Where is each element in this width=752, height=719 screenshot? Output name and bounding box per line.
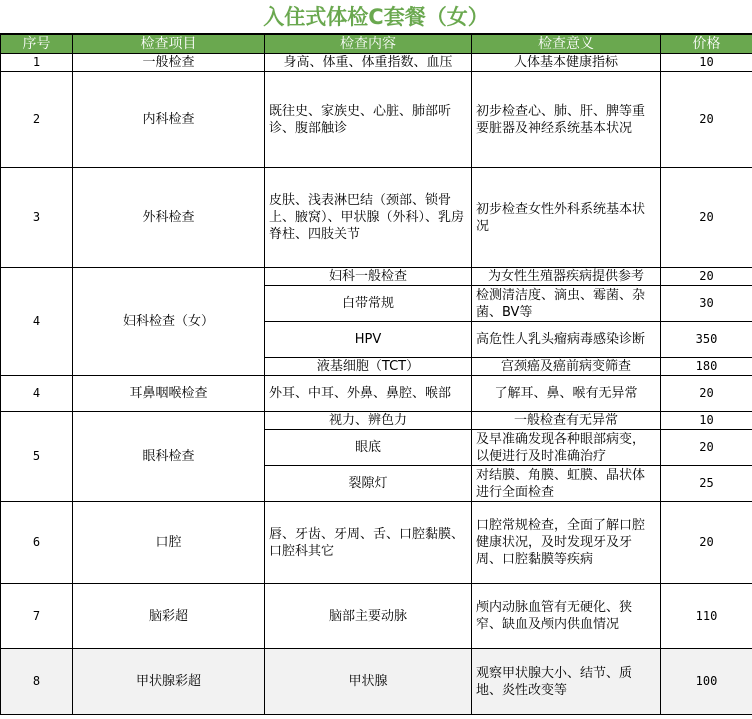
row-no: 4 — [1, 376, 73, 412]
row-content: 既往史、家族史、心脏、肺部听诊、腹部触诊 — [265, 72, 472, 168]
row-no: 3 — [1, 168, 73, 268]
row-price: 20 — [661, 72, 752, 168]
row-item: 口腔 — [73, 502, 265, 584]
header-item: 检查项目 — [73, 35, 265, 54]
row-content: 妇科一般检查 — [265, 268, 472, 286]
row-content: 裂隙灯 — [265, 466, 472, 502]
header-content: 检查内容 — [265, 35, 472, 54]
row-price: 30 — [661, 286, 752, 322]
table-header-row — [1, 35, 752, 54]
row-price: 10 — [661, 54, 752, 72]
table-row — [1, 584, 752, 649]
row-meaning: 检测清洁度、滴虫、霉菌、杂菌、BV等 — [472, 286, 661, 322]
row-item: 耳鼻咽喉检查 — [73, 376, 265, 412]
row-content: 外耳、中耳、外鼻、鼻腔、喉部 — [265, 376, 472, 412]
row-content: 脑部主要动脉 — [265, 584, 472, 649]
table-row — [1, 72, 752, 168]
row-no: 8 — [1, 649, 73, 715]
row-meaning: 初步检查心、肺、肝、脾等重要脏器及神经系统基本状况 — [472, 72, 661, 168]
table-row — [1, 502, 752, 584]
row-no: 7 — [1, 584, 73, 649]
row-meaning: 及早准确发现各种眼部病变，以便进行及时准确治疗 — [472, 430, 661, 466]
header-no: 序号 — [1, 35, 73, 54]
row-content: 白带常规 — [265, 286, 472, 322]
row-meaning: 颅内动脉血管有无硬化、狭窄、缺血及颅内供血情况 — [472, 584, 661, 649]
row-item: 妇科检查（女） — [73, 268, 265, 376]
row-no: 1 — [1, 54, 73, 72]
page-title: 入住式体检C套餐（女） — [0, 0, 752, 34]
row-content: 皮肤、浅表淋巴结（颈部、锁骨上、腋窝）、甲状腺（外科）、乳房脊柱、四肢关节 — [265, 168, 472, 268]
row-no: 4 — [1, 268, 73, 376]
row-meaning: 宫颈癌及癌前病变筛查 — [472, 358, 661, 376]
row-content: 身高、体重、体重指数、血压 — [265, 54, 472, 72]
row-content: 眼底 — [265, 430, 472, 466]
row-content: 唇、牙齿、牙周、舌、口腔黏膜、口腔科其它 — [265, 502, 472, 584]
row-meaning: 对结膜、角膜、虹膜、晶状体进行全面检查 — [472, 466, 661, 502]
row-price: 20 — [661, 502, 752, 584]
row-price: 100 — [661, 649, 752, 715]
row-price: 20 — [661, 430, 752, 466]
table-row — [1, 268, 752, 286]
exam-package-table — [0, 34, 752, 715]
row-item: 眼科检查 — [73, 412, 265, 502]
table-row — [1, 649, 752, 715]
row-item: 内科检查 — [73, 72, 265, 168]
row-meaning: 为女性生殖器疾病提供参考 — [472, 268, 661, 286]
row-content: 视力、辨色力 — [265, 412, 472, 430]
header-meaning: 检查意义 — [472, 35, 661, 54]
row-content: 液基细胞（TCT） — [265, 358, 472, 376]
table-row — [1, 168, 752, 268]
row-no: 2 — [1, 72, 73, 168]
row-price: 20 — [661, 168, 752, 268]
row-meaning: 观察甲状腺大小、结节、质地、炎性改变等 — [472, 649, 661, 715]
row-meaning: 高危性人乳头瘤病毒感染诊断 — [472, 322, 661, 358]
row-meaning: 口腔常规检查，全面了解口腔健康状况，及时发现牙及牙周、口腔黏膜等疾病 — [472, 502, 661, 584]
row-item: 一般检查 — [73, 54, 265, 72]
row-content: 甲状腺 — [265, 649, 472, 715]
row-no: 5 — [1, 412, 73, 502]
table-row — [1, 54, 752, 72]
row-meaning: 人体基本健康指标 — [472, 54, 661, 72]
row-item: 外科检查 — [73, 168, 265, 268]
header-price: 价格 — [661, 35, 752, 54]
table-row — [1, 376, 752, 412]
row-price: 180 — [661, 358, 752, 376]
row-meaning: 一般检查有无异常 — [472, 412, 661, 430]
row-price: 350 — [661, 322, 752, 358]
row-meaning: 初步检查女性外科系统基本状况 — [472, 168, 661, 268]
row-price: 25 — [661, 466, 752, 502]
row-item: 甲状腺彩超 — [73, 649, 265, 715]
table-row — [1, 412, 752, 430]
row-price: 20 — [661, 268, 752, 286]
row-content: HPV — [265, 322, 472, 358]
row-item: 脑彩超 — [73, 584, 265, 649]
row-price: 20 — [661, 376, 752, 412]
row-no: 6 — [1, 502, 73, 584]
row-meaning: 了解耳、鼻、喉有无异常 — [472, 376, 661, 412]
row-price: 110 — [661, 584, 752, 649]
row-price: 10 — [661, 412, 752, 430]
